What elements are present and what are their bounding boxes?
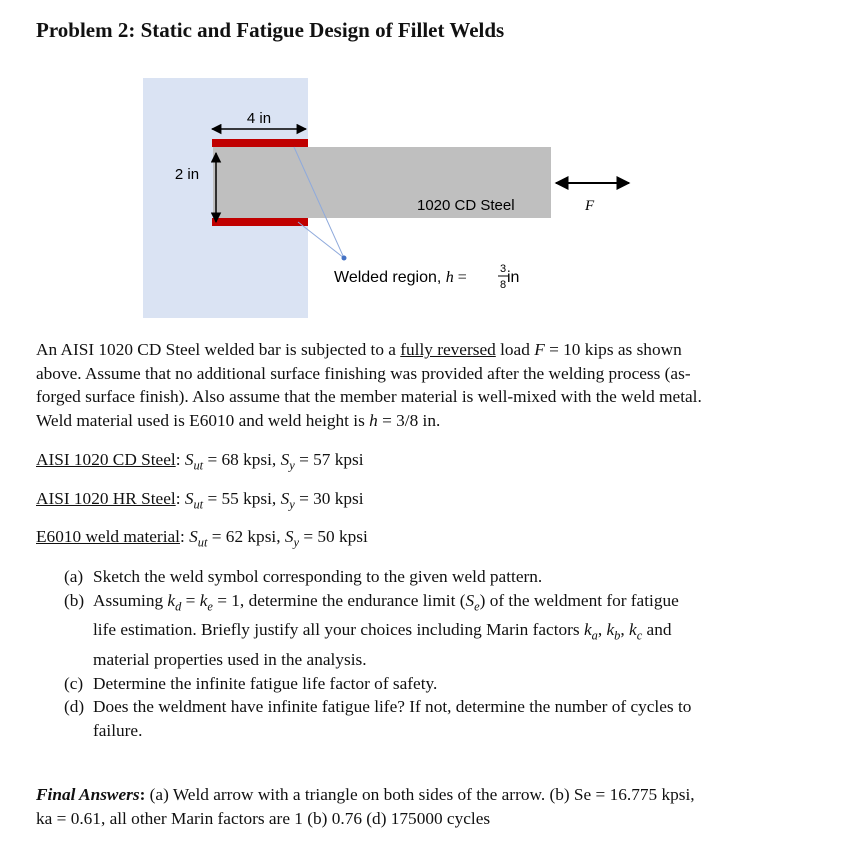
weld-unit: in xyxy=(507,269,520,286)
question-a: (a) Sketch the weld symbol corresponding to the given weld pattern. xyxy=(64,567,543,586)
final-answers-line-2: ka = 0.61, all other Marin factors are 1 (b) 0.76 (d) 175000 cycles xyxy=(36,808,491,828)
page-title: Problem 2: Static and Fatigue Design of Fillet Welds xyxy=(36,18,505,42)
force-label: F xyxy=(585,198,595,214)
leader-dot xyxy=(342,256,347,261)
weld-region-label xyxy=(334,269,467,286)
weld-label-prefix: Welded region, xyxy=(334,269,446,286)
final-answers: Final Answers: (a) Weld arrow with a triangle on both sides of the arrow. (b) Se = 16.775 kpsi, ka = 0.61, all other Marin factors are 1 (b) 0.76 (d) 175000 cycles xyxy=(36,785,695,828)
question-b: (b) Assuming $k_d = k_e = 1$, determine the endurance limit $(S_e)$ of the weldment for fatigue life estimation. Briefly justify all your choices including Marin factors $k_a$, $k_b$, $k_c$ and material properties used in the analysis. xyxy=(64,590,679,670)
question-c: (c) Determine the infinite fatigue life factor of safety. xyxy=(64,673,438,693)
question-list xyxy=(64,565,784,742)
question-d: (d) Does the weldment have infinite fatigue life? If not, determine the number of cycles to failure. xyxy=(64,697,692,740)
weld-fraction-denominator: 8 xyxy=(499,279,507,291)
weld-top xyxy=(212,139,308,147)
fully-reversed-underline: fully reversed xyxy=(400,340,496,359)
final-answers-label: Final Answers xyxy=(36,785,140,804)
weld-equals: = xyxy=(453,269,467,286)
statement-line-2: above. Assume that no additional surface finishing was provided after the welding process (as- xyxy=(36,363,691,383)
material-e6010-weld: E6010 weld material: $S_{ut} = 62$ kpsi, $S_y = 50$ kpsi xyxy=(36,527,368,550)
weld-h-symbol: h xyxy=(445,269,454,286)
statement-line-3: forged surface finish). Also assume that the member material is well-mixed with the weld metal. xyxy=(36,387,702,406)
width-label: 4 in xyxy=(246,110,272,127)
material-hr-steel: AISI 1020 HR Steel: $S_{ut} = 55$ kpsi, $S_y = 30$ kpsi xyxy=(36,489,364,512)
material-cd-steel: AISI 1020 CD Steel: $S_{ut} = 68$ kpsi, $S_y = 57$ kpsi xyxy=(36,450,364,473)
bar-label: 1020 CD Steel xyxy=(417,197,515,214)
weld-bottom xyxy=(212,218,308,226)
final-answers-line-1: (a) Weld arrow with a triangle on both sides of the arrow. (b) Se = 16.775 kpsi, xyxy=(145,785,695,804)
statement-line-1: An AISI 1020 CD Steel welded bar is subjected to a fully reversed load F = 10 kips as shown xyxy=(36,340,682,359)
height-label: 2 in xyxy=(174,166,200,183)
weld-fraction-numerator: 3 xyxy=(499,263,507,275)
weld-figure xyxy=(0,0,864,330)
statement-line-4: Weld material used is E6010 and weld height is h = 3/8 in. xyxy=(36,410,441,430)
problem-statement xyxy=(36,338,806,432)
